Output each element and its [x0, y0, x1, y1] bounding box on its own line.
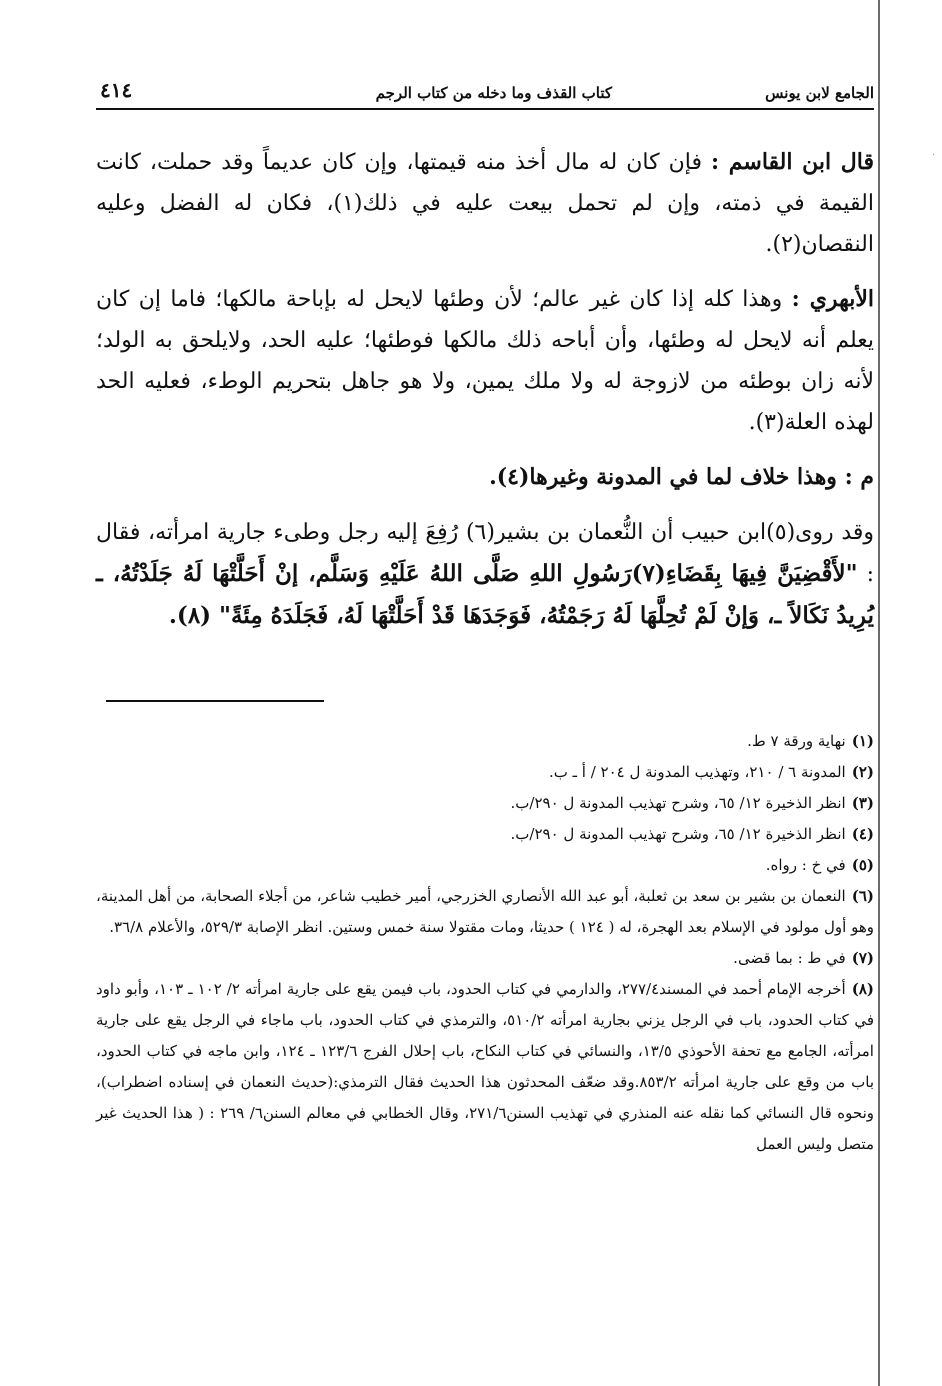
- footnote-text: انظر الذخيرة ١٢/ ٦٥، وشرح تهذيب المدونة ل ٢٩٠/ب.: [510, 825, 846, 843]
- footnote: [96, 788, 874, 819]
- footnote: [96, 850, 874, 881]
- footnote-number: (٨): [851, 980, 874, 998]
- hadith-quote: "لأَقْضِيَنَّ فِيهَا بِقَضَاءِ(٧)رَسُولِ اللهِ صَلَّى اللهُ عَلَيْهِ وَسَلَّم، إنْ أَحَلَّتْهَا لَهُ جَلَدْتُهُ، ـ يُرِيدُ نَكَالاً ـ، وَإنْ لَمْ تُحِلَّهَا لَهُ رَجَمْتُهُ، فَوَجَدَهَا قَدْ أَحَلَّتْهَا لَهُ، فَجَلَدَهُ مِئَةً" (٨).: [96, 560, 874, 629]
- paragraph-mim: [96, 457, 874, 498]
- footnote-number: (٧): [851, 949, 874, 967]
- footnote: [96, 974, 874, 1160]
- paragraph-text: وقد روى(٥)ابن حبيب أن النُّعمان بن بشير(٦) رُفِعَ إليه رجل وطىء جارية امرأته، فقال :: [96, 520, 875, 587]
- paragraph-text: فإن كان له مال أخذ منه قيمتها، وإن كان عديماً وقد حملت، كانت القيمة في ذمته، وإن لم تحمل بيعت عليه في ذلك(١)، فكان له الفضل وعليه النقصان(٢).: [96, 150, 874, 257]
- chapter-title: كتاب القذف وما دخله من كتاب الرجم: [375, 84, 612, 102]
- scan-speck: ·: [932, 150, 936, 161]
- footnote-text: في ط : بما قضى.: [733, 949, 846, 967]
- book-page: [96, 78, 874, 1318]
- speaker-label: قال ابن القاسم :: [710, 149, 874, 175]
- paragraph-text: وهذا كله إذا كان غير عالم؛ لأن وطئها لايحل له بإباحة مالكها؛ فاما إن كان يعلم أنه لايحل له وطئها، وأن أباحه ذلك مالكها فوطئها؛ عليه الحد، ولايلحق به الولد؛ لأنه زان بوطئه من لازوجة له ولا ملك يمين، ولا هو جاهل بتحريم الوطء، فعليه الحد لهذه العلة(٣).: [96, 287, 874, 435]
- paragraph-ibn-qasim: [96, 142, 874, 265]
- page-number: ٤١٤: [100, 78, 133, 102]
- footnote-number: (٣): [851, 794, 874, 812]
- footnote-number: (٦): [851, 887, 874, 905]
- paragraph-hadith: [96, 512, 874, 637]
- footnote: [96, 943, 874, 974]
- footnote-text: انظر الذخيرة ١٢/ ٦٥، وشرح تهذيب المدونة ل ٢٩٠/ب.: [510, 794, 846, 812]
- footnote-number: (٢): [851, 763, 874, 781]
- footnote-text: نهاية ورقة ٧ ط.: [747, 732, 846, 750]
- paragraph-abhari: [96, 279, 874, 443]
- footnote: [96, 726, 874, 757]
- running-header: [96, 78, 874, 108]
- footnote-number: (١): [851, 732, 874, 750]
- footnote-rule: [106, 700, 324, 702]
- speaker-label: الأبهري :: [791, 286, 874, 312]
- footnote: [96, 819, 874, 850]
- footnote-text: في خ : رواه.: [765, 856, 846, 874]
- footnote: [96, 881, 874, 943]
- footnote-number: (٥): [851, 856, 874, 874]
- footnote-text: أخرجه الإمام أحمد في المسند٢٧٧/٤، والدارمي في كتاب الحدود، باب فيمن يقع على جارية امرأته ٢/ ١٠٢ ـ ١٠٣، وأبو داود في كتاب الحدود، باب في الرجل يزني بجارية امرأته ٥١٠/٢، والترمذي في كتاب الحدود، باب ماجاء في الرجل يقع على جارية امرأته، الجامع مع تحفة الأحوذي ١٣/٥، والنسائي في كتاب النكاح، باب إحلال الفرج ١٢٣/٦ ـ ١٢٤، وابن ماجه في كتاب الحدود، باب من وقع على جارية امرأته ٨٥٣/٢.وقد ضعّف المحدثون هذا الحديث فقال الترمذي:(حديث النعمان في إسناده اضطراب)، ونحوه قال النسائي كما نقله عنه المنذري في تهذيب السنن٢٧١/٦، وقال الخطابي في معالم السنن٦/ ٢٦٩ : ( هذا الحديث غير متصل وليس العمل: [96, 980, 875, 1153]
- footnote-text: النعمان بن بشير بن سعد بن ثعلبة، أبو عبد الله الأنصاري الخزرجي، أمير خطيب شاعر، من أجلاء الصحابة، من أهل المدينة، وهو أول مولود في الإسلام بعد الهجرة، له ( ١٢٤ ) حديثا، ومات مقتولا سنة خمس وستين. انظر الإصابة ٥٢٩/٣، والأعلام ٣٦/٨.: [96, 887, 874, 936]
- footnote-number: (٤): [851, 825, 874, 843]
- page-edge-line: [878, 0, 880, 1386]
- header-rule: [96, 108, 874, 110]
- footnote: [96, 757, 874, 788]
- paragraph-text: وهذا خلاف لما في المدونة وغيرها(٤).: [489, 464, 845, 490]
- speaker-label: م :: [844, 464, 874, 490]
- footnote-text: المدونة ٦ / ٢١٠، وتهذيب المدونة ل ٢٠٤ / أ ـ ب.: [548, 763, 846, 781]
- footnotes: [96, 726, 874, 1160]
- main-text: [96, 142, 874, 651]
- book-title: الجامع لابن يونس: [765, 84, 874, 102]
